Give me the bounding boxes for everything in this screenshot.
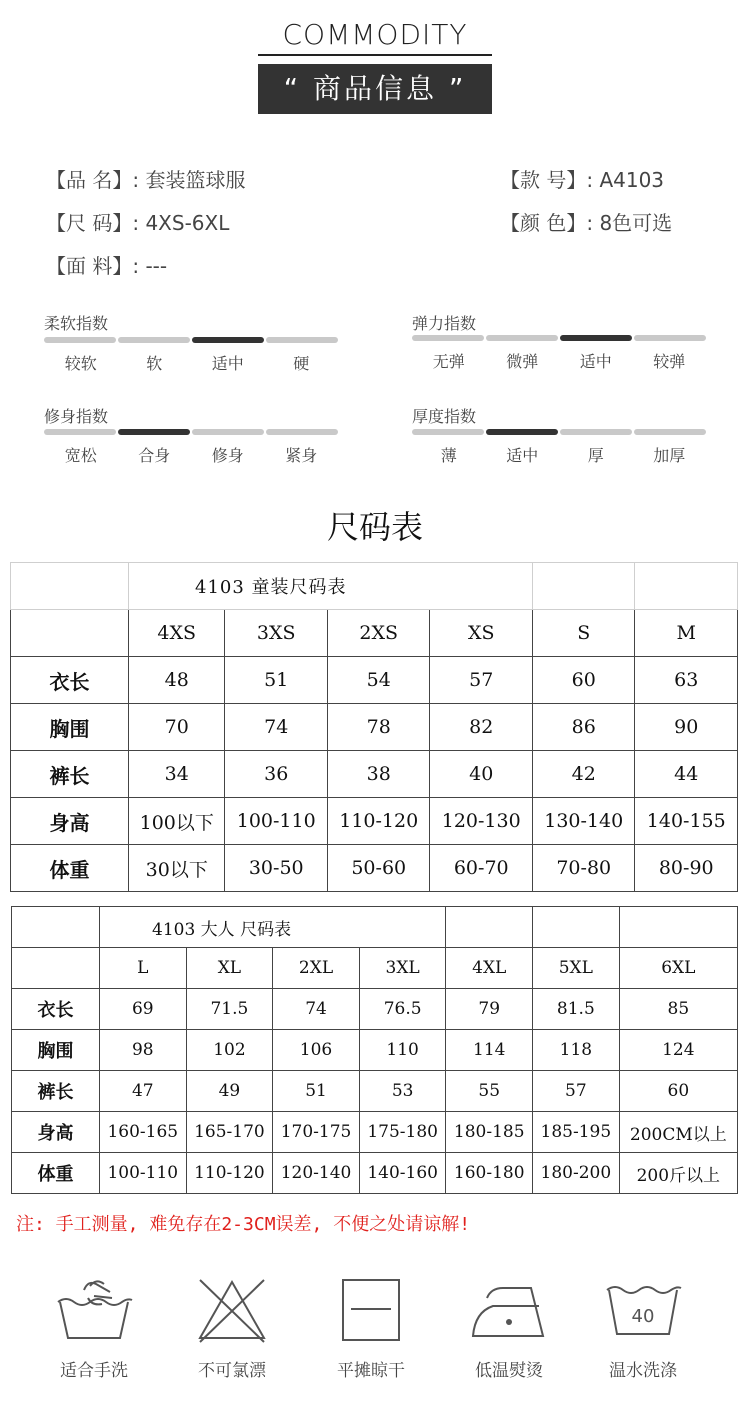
table-row: [12, 1153, 738, 1194]
row-label: 身高: [11, 798, 129, 845]
info-size: 【尺 码】: 4XS-6XL: [46, 211, 230, 235]
size-header: 5XL: [533, 948, 620, 989]
row-label: 裤长: [11, 751, 129, 798]
gauge-segment-active: [560, 335, 632, 341]
size-chart-title: 尺码表: [326, 508, 423, 546]
table-cell: 42: [532, 751, 635, 798]
gauge-segment: [266, 429, 338, 435]
table-cell: 100-110: [100, 1153, 187, 1194]
gauge-segment: [192, 429, 264, 435]
table-cell: 63: [635, 657, 738, 704]
gauge-softness: [44, 337, 338, 374]
table-row: [11, 657, 738, 704]
table-cell: 60: [619, 1071, 737, 1112]
table-cell: 49: [186, 1071, 273, 1112]
size-header: 2XS: [327, 610, 430, 657]
gauge-title-fit: 修身指数: [44, 407, 109, 426]
table-cell: 70: [129, 704, 225, 751]
table-cell: 130-140: [532, 798, 635, 845]
table-cell: 30-50: [225, 845, 328, 892]
gauge-label: 合身: [138, 446, 171, 465]
gauge-label: 较软: [64, 354, 97, 373]
table-cell: 180-200: [533, 1153, 620, 1194]
warm-wash-icon: [603, 1276, 683, 1344]
care-no-bleach: [177, 1276, 287, 1381]
measurement-note: 注: 手工测量, 难免存在2-3CM误差, 不便之处请谅解!: [16, 1214, 471, 1235]
gauge-title-elasticity: 弹力指数: [412, 314, 477, 333]
table-cell: 102: [186, 1030, 273, 1071]
info-color: 【颜 色】: 8色可选: [500, 211, 673, 235]
hand-wash-icon: [54, 1276, 134, 1344]
info-fabric: 【面 料】: ---: [46, 254, 168, 278]
table-row: [11, 845, 738, 892]
table-row: [11, 798, 738, 845]
table-row: [12, 1071, 738, 1112]
table-cell: 200CM以上: [619, 1112, 737, 1153]
table-cell: 70-80: [532, 845, 635, 892]
header-divider: [258, 54, 492, 56]
care-label: 适合手洗: [60, 1361, 128, 1381]
table-cell: 90: [635, 704, 738, 751]
table-cell: 200斤以上: [619, 1153, 737, 1194]
table-cell: 170-175: [273, 1112, 360, 1153]
wash-temperature: 40: [631, 1306, 655, 1327]
table-cell: 60-70: [430, 845, 533, 892]
gauge-segment: [412, 429, 484, 435]
size-header: XS: [430, 610, 533, 657]
row-label: 裤长: [12, 1071, 100, 1112]
adult-size-table: [11, 906, 738, 1194]
gauge-fit: [44, 429, 338, 466]
care-low-iron: [454, 1276, 564, 1381]
table-cell: 140-155: [635, 798, 738, 845]
table-cell: 48: [129, 657, 225, 704]
table-cell: 54: [327, 657, 430, 704]
table-cell: 120-140: [273, 1153, 360, 1194]
table-cell: 51: [273, 1071, 360, 1112]
table-cell: 60: [532, 657, 635, 704]
size-header: 3XL: [359, 948, 446, 989]
table-cell: 57: [430, 657, 533, 704]
table-cell: 44: [635, 751, 738, 798]
gauge-label: 宽松: [64, 446, 97, 465]
info-style-no: 【款 号】: A4103: [500, 168, 665, 192]
table-cell: 74: [273, 989, 360, 1030]
table-row: [11, 704, 738, 751]
gauge-label: 硬: [293, 354, 310, 373]
table-cell: 79: [446, 989, 533, 1030]
care-dry-flat: [316, 1276, 426, 1381]
gauge-label: 微弹: [506, 352, 539, 371]
table-cell: 57: [533, 1071, 620, 1112]
gauge-segment: [486, 335, 558, 341]
gauge-label: 适中: [506, 446, 539, 465]
table-cell: 51: [225, 657, 328, 704]
gauge-segment: [412, 335, 484, 341]
care-label: 平摊晾干: [337, 1361, 405, 1381]
row-label: 衣长: [11, 657, 129, 704]
row-label: 身高: [12, 1112, 100, 1153]
gauge-segment-active: [118, 429, 190, 435]
table-cell: 180-185: [446, 1112, 533, 1153]
dry-flat-icon: [331, 1276, 411, 1344]
size-header: 6XL: [619, 948, 737, 989]
low-iron-icon: [469, 1276, 549, 1344]
adult-table-title: 4103 大人 尺码表: [100, 907, 446, 948]
gauge-title-softness: 柔软指数: [44, 314, 109, 333]
table-cell: 140-160: [359, 1153, 446, 1194]
gauge-elasticity: [412, 335, 706, 372]
table-cell: 185-195: [533, 1112, 620, 1153]
gauge-label: 厚: [587, 446, 604, 465]
table-cell: 74: [225, 704, 328, 751]
table-cell: 124: [619, 1030, 737, 1071]
table-cell: 118: [533, 1030, 620, 1071]
gauge-segment: [44, 337, 116, 343]
gauge-label: 适中: [211, 354, 244, 373]
table-cell: 82: [430, 704, 533, 751]
table-row: [12, 989, 738, 1030]
care-label: 温水洗涤: [609, 1361, 677, 1381]
gauge-label: 软: [146, 354, 163, 373]
gauge-segment-active: [486, 429, 558, 435]
gauge-segment: [266, 337, 338, 343]
table-cell: 71.5: [186, 989, 273, 1030]
gauge-segment-active: [192, 337, 264, 343]
size-header: 3XS: [225, 610, 328, 657]
care-warm-wash: [588, 1276, 698, 1381]
gauge-segment: [44, 429, 116, 435]
size-header: 4XS: [129, 610, 225, 657]
table-cell: 53: [359, 1071, 446, 1112]
table-cell: 175-180: [359, 1112, 446, 1153]
size-header: 2XL: [273, 948, 360, 989]
gauge-label: 修身: [211, 446, 244, 465]
care-hand-wash: [39, 1276, 149, 1381]
size-header: L: [100, 948, 187, 989]
table-row: [12, 1030, 738, 1071]
row-label: 衣长: [12, 989, 100, 1030]
table-row: [12, 1112, 738, 1153]
care-label: 不可氯漂: [198, 1361, 266, 1381]
row-label: 体重: [11, 845, 129, 892]
table-cell: 85: [619, 989, 737, 1030]
table-cell: 78: [327, 704, 430, 751]
no-bleach-icon: [192, 1276, 272, 1344]
table-cell: 30以下: [129, 845, 225, 892]
table-cell: 86: [532, 704, 635, 751]
table-cell: 120-130: [430, 798, 533, 845]
table-cell: 165-170: [186, 1112, 273, 1153]
gauge-title-thickness: 厚度指数: [412, 407, 477, 426]
gauge-segment: [118, 337, 190, 343]
table-cell: 110: [359, 1030, 446, 1071]
gauge-label: 无弹: [432, 352, 465, 371]
gauge-label: 较弹: [653, 352, 686, 371]
header-english-title: COMMODITY: [282, 18, 468, 51]
gauge-segment: [634, 335, 706, 341]
size-header: S: [532, 610, 635, 657]
table-cell: 160-180: [446, 1153, 533, 1194]
row-label: 胸围: [12, 1030, 100, 1071]
size-header: M: [635, 610, 738, 657]
gauge-label: 加厚: [653, 446, 686, 465]
table-cell: 50-60: [327, 845, 430, 892]
gauge-segment: [634, 429, 706, 435]
gauge-label: 适中: [579, 352, 612, 371]
table-row: [11, 751, 738, 798]
row-label: 体重: [12, 1153, 100, 1194]
kids-table-title: 4103 童装尺码表: [129, 563, 430, 610]
table-cell: 100-110: [225, 798, 328, 845]
table-cell: 34: [129, 751, 225, 798]
table-cell: 81.5: [533, 989, 620, 1030]
size-header: 4XL: [446, 948, 533, 989]
size-header: XL: [186, 948, 273, 989]
table-cell: 160-165: [100, 1112, 187, 1153]
gauge-thickness: [412, 429, 706, 466]
table-cell: 110-120: [186, 1153, 273, 1194]
care-label: 低温熨烫: [475, 1361, 543, 1381]
header-chinese-title: “ 商品信息 ”: [258, 64, 492, 114]
table-cell: 38: [327, 751, 430, 798]
table-cell: 40: [430, 751, 533, 798]
table-cell: 106: [273, 1030, 360, 1071]
gauge-segment: [560, 429, 632, 435]
table-cell: 76.5: [359, 989, 446, 1030]
kids-size-table: [10, 562, 738, 892]
table-cell: 98: [100, 1030, 187, 1071]
table-cell: 47: [100, 1071, 187, 1112]
table-cell: 55: [446, 1071, 533, 1112]
table-cell: 110-120: [327, 798, 430, 845]
info-name: 【品 名】: 套装篮球服: [46, 168, 246, 192]
gauge-label: 紧身: [285, 446, 318, 465]
table-cell: 114: [446, 1030, 533, 1071]
gauge-label: 薄: [440, 446, 457, 465]
table-cell: 80-90: [635, 845, 738, 892]
table-cell: 69: [100, 989, 187, 1030]
table-cell: 36: [225, 751, 328, 798]
row-label: 胸围: [11, 704, 129, 751]
table-cell: 100以下: [129, 798, 225, 845]
